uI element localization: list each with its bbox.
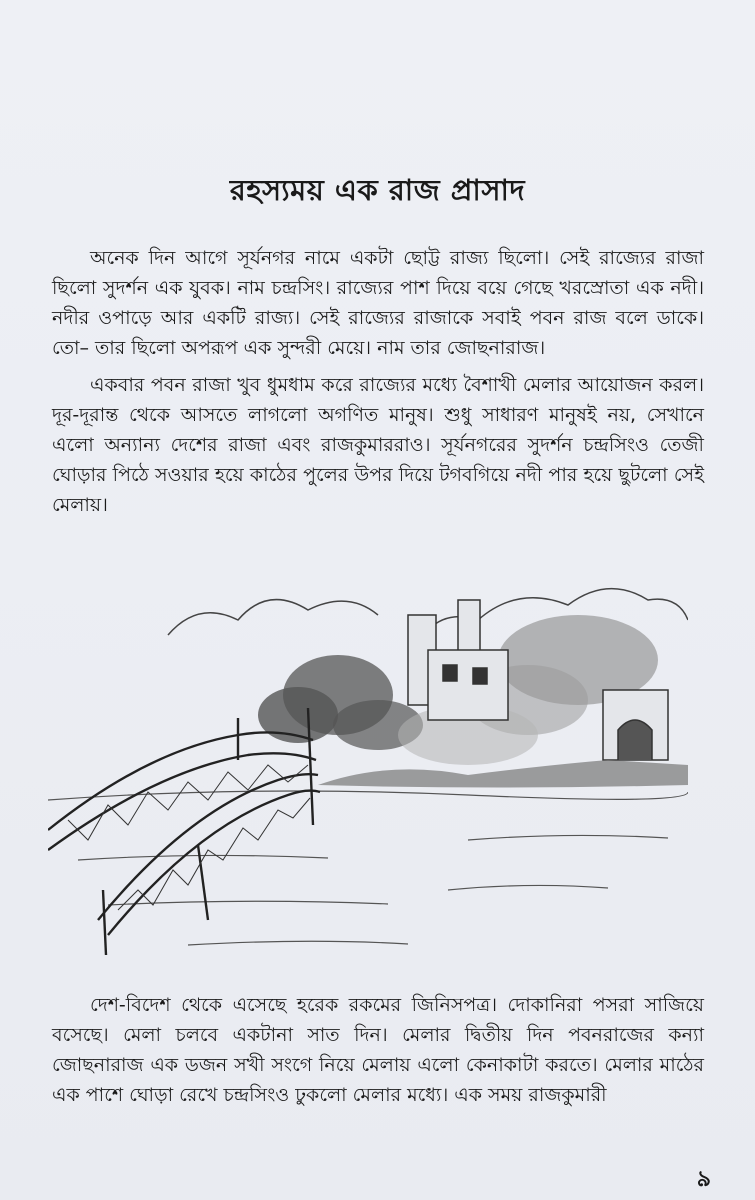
story-title: রহস্যময় এক রাজ প্রাসাদ [229,173,526,207]
paragraph-3: দেশ-বিদেশ থেকে এসেছে হরেক রকমের জিনিসপত্র। দোকানিরা পসরা সাজিয়ে বসেছে। মেলা চলবে একটানা সাত দিন। মেলার দ্বিতীয় দিন পবনরাজের কন্যা জোছনারাজ এক ডজন সখী সংগে নিয়ে মেলায় এলো কেনাকাটা করতে। মেলার মাঠের এক পাশে ঘোড়া রেখে চন্দ্রসিংও ঢুকলো মেলার মধ্যে। এক সময় রাজকুমারী [52,994,704,1106]
bridge-truss [68,765,310,910]
page-number: ৯ [696,1167,711,1192]
illustration-bridge-palace [48,560,688,980]
far-bank [318,760,688,788]
paragraph-1: অনেক দিন আগে সূর্যনগর নামে একটা ছোট্ট রাজ্য ছিলো। সেই রাজ্যের রাজা ছিলো সুদর্শন এক যুবক। নাম চন্দ্রসিং। রাজ্যের পাশ দিয়ে বয়ে গেছে খরস্রোতা এক নদী। নদীর ওপাড়ে আর একটি রাজ্য। সেই রাজ্যের রাজাকে সবাই পবন রাজ বলে ডাকে। তো– তার ছিলো অপরূপ এক সুন্দরী মেয়ে। নাম তার জোছনারাজ। [52,247,704,359]
paragraph-2: একবার পবন রাজা খুব ধুমধাম করে রাজ্যের মধ্যে বৈশাখী মেলার আয়োজন করল। দূর-দূরান্ত থেকে আসতে লাগলো অগণিত মানুষ। শুধু সাধারণ মানুষই নয়, সেখানে এলো অন্যান্য দেশের রাজা এবং রাজকুমাররাও। সূর্যনগরের সুদর্শন চন্দ্রসিংও তেজী ঘোড়ার পিঠে সওয়ার হয়ে কাঠের পুলের উপর দিয়ে টগবগিয়ে নদী পার হয়ে ছুটলো সেই মেলায়। [52,374,704,516]
illustration-svg [48,560,688,980]
bridge [48,708,320,955]
